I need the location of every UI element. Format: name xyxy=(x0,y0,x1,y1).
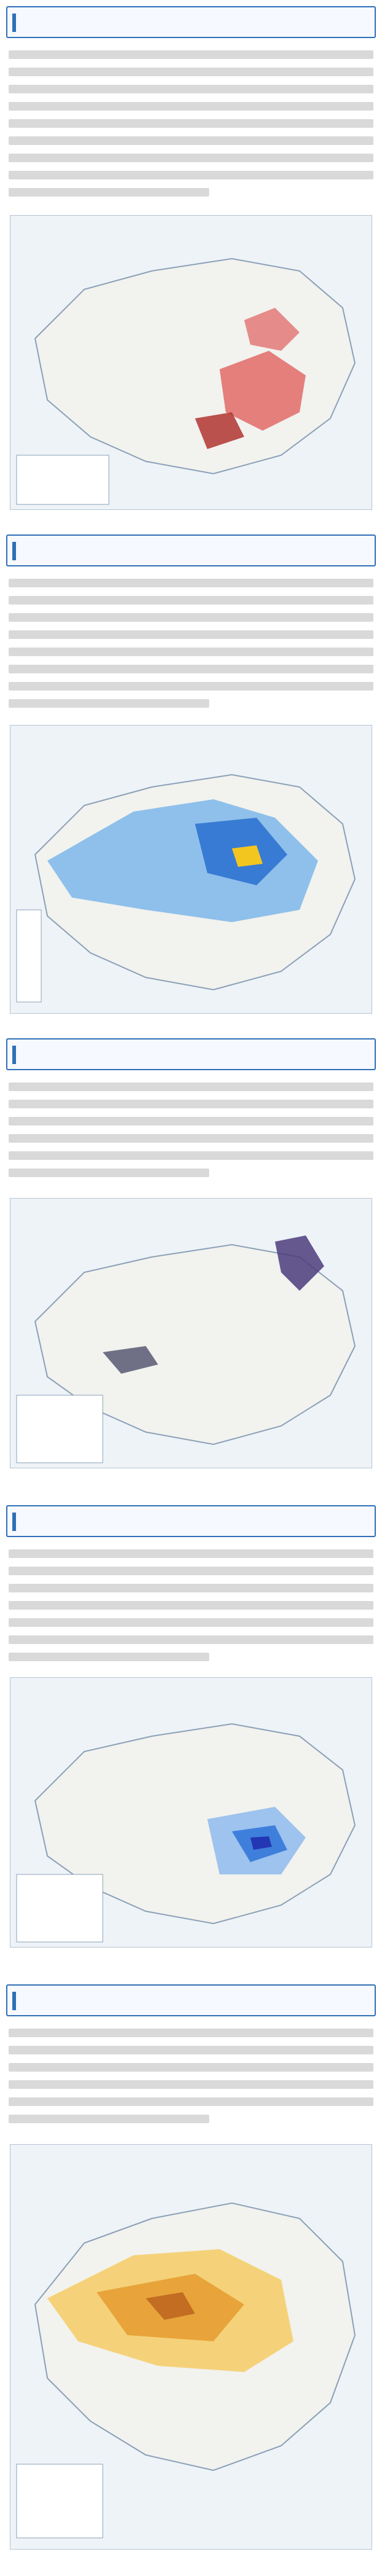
text-line xyxy=(9,1169,209,1177)
text-line xyxy=(9,2115,209,2123)
text-line xyxy=(9,1601,373,1610)
section-text xyxy=(9,1082,373,1186)
text-line xyxy=(9,596,373,605)
section-text xyxy=(9,2029,373,2132)
text-line xyxy=(9,1567,373,1575)
map-graphic xyxy=(10,2145,372,2550)
text-line xyxy=(9,613,373,622)
header-accent-bar xyxy=(12,542,16,560)
weather-map xyxy=(10,215,372,510)
header-accent-bar xyxy=(12,1992,16,2010)
map-graphic xyxy=(10,1199,372,1468)
weather-map xyxy=(10,2144,372,2550)
text-line xyxy=(9,1134,373,1143)
text-line xyxy=(9,1117,373,1126)
text-line xyxy=(9,2097,373,2106)
text-line xyxy=(9,1653,209,1661)
text-line xyxy=(9,68,373,76)
map-graphic xyxy=(10,1678,372,1948)
header-accent-bar xyxy=(12,14,16,32)
text-line xyxy=(9,665,373,673)
section-header xyxy=(6,6,376,38)
text-line xyxy=(9,1635,373,1644)
header-accent-bar xyxy=(12,1046,16,1064)
section-header xyxy=(6,1038,376,1070)
text-line xyxy=(9,1584,373,1592)
text-line xyxy=(9,136,373,145)
text-line xyxy=(9,154,373,162)
text-line xyxy=(9,1618,373,1627)
section-header xyxy=(6,534,376,566)
text-line xyxy=(9,579,373,587)
text-line xyxy=(9,2046,373,2054)
text-line xyxy=(9,50,373,59)
header-accent-bar xyxy=(12,1513,16,1531)
text-line xyxy=(9,2029,373,2037)
text-line xyxy=(9,1151,373,1160)
weather-map xyxy=(10,1677,372,1948)
text-line xyxy=(9,1082,373,1091)
text-line xyxy=(9,85,373,93)
text-line xyxy=(9,1549,373,1558)
section-text xyxy=(9,50,373,205)
section-header xyxy=(6,1984,376,2016)
section-header xyxy=(6,1505,376,1537)
text-line xyxy=(9,188,209,197)
text-line xyxy=(9,1100,373,1108)
weather-map xyxy=(10,1198,372,1468)
section-text xyxy=(9,579,373,716)
text-line xyxy=(9,2080,373,2089)
text-line xyxy=(9,2063,373,2072)
map-graphic xyxy=(10,726,372,1014)
section-text xyxy=(9,1549,373,1670)
text-line xyxy=(9,102,373,111)
text-line xyxy=(9,648,373,656)
text-line xyxy=(9,682,373,691)
weather-map xyxy=(10,725,372,1014)
text-line xyxy=(9,171,373,179)
text-line xyxy=(9,630,373,639)
map-graphic xyxy=(10,216,372,510)
text-line xyxy=(9,119,373,128)
text-line xyxy=(9,699,209,708)
